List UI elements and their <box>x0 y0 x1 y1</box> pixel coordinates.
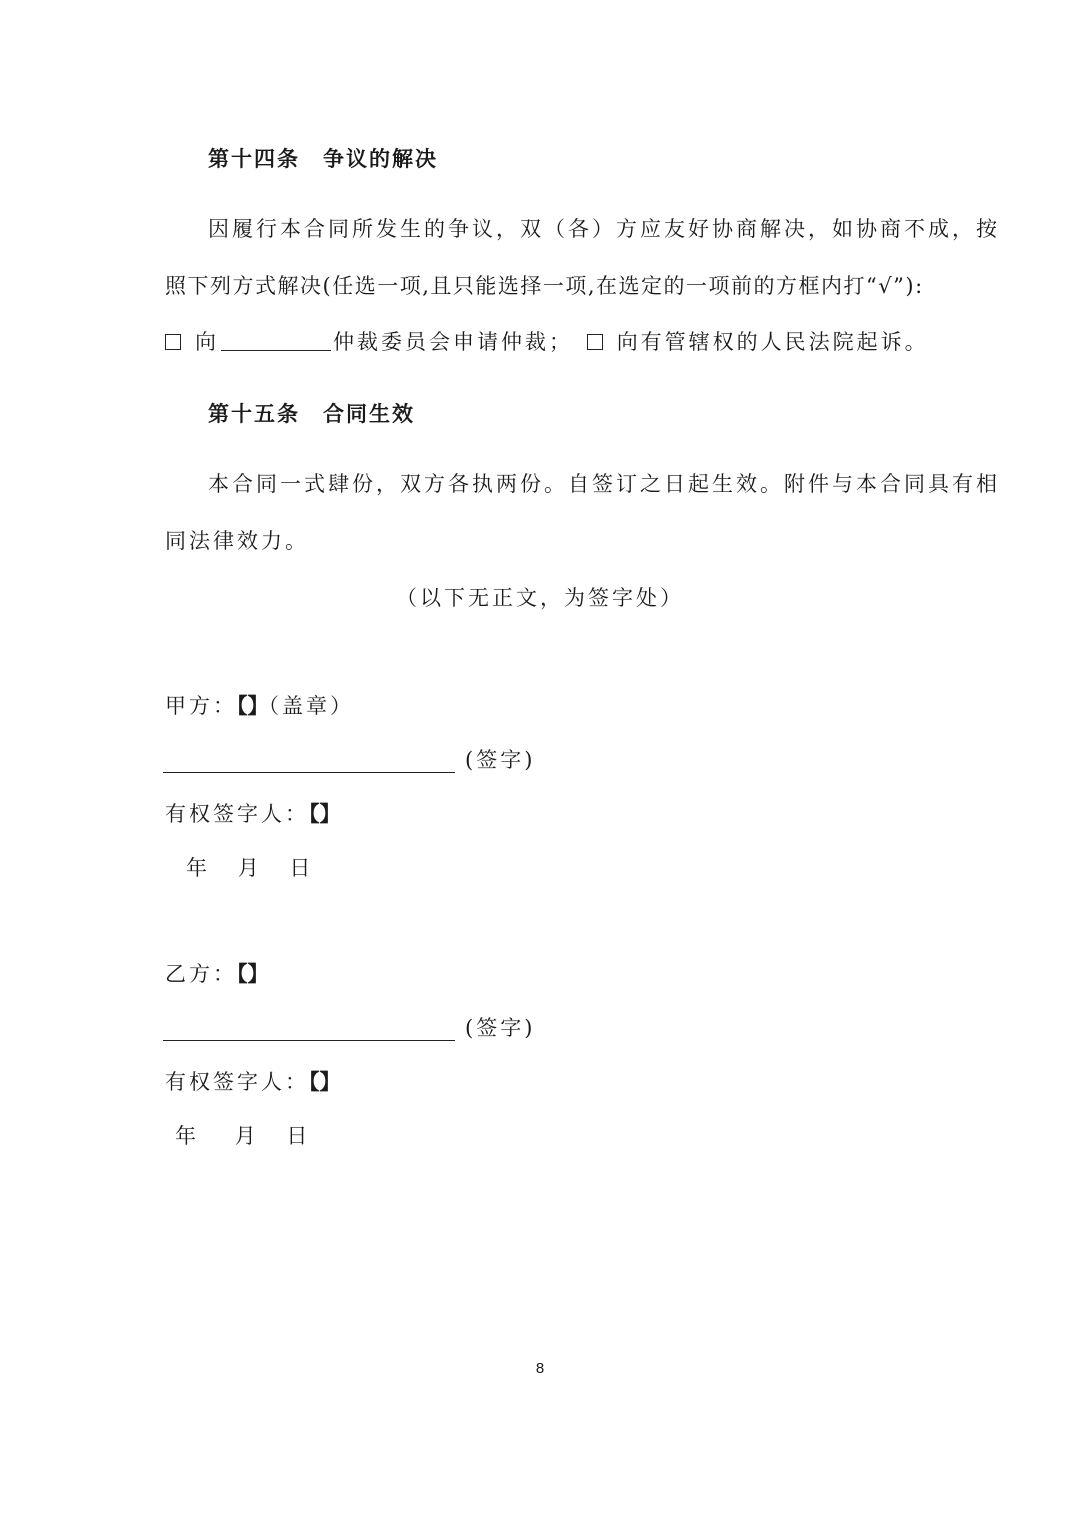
party-a-signatory-line <box>165 798 341 830</box>
article-14-heading: 第十四条 争议的解决 <box>208 146 438 171</box>
party-b-label: 乙方： <box>165 962 237 986</box>
article-15-paragraph-line-1: 本合同一式肆份，双方各执两份。自签订之日起生效。附件与本合同具有相 <box>208 472 1000 496</box>
arbitration-commission-blank[interactable] <box>221 328 331 351</box>
court-checkbox[interactable] <box>587 334 603 350</box>
party-a-date-line <box>186 852 313 884</box>
party-a-date-month: 月 <box>237 856 262 880</box>
party-b-signatory-line <box>165 1066 341 1098</box>
party-b-date-line <box>175 1120 310 1152</box>
article-14-paragraph-line-1: 因履行本合同所发生的争议，双（各）方应友好协商解决，如协商不成，按 <box>208 217 1000 241</box>
party-b-sign-label: (签字) <box>465 1016 536 1040</box>
party-a-signatory-label: 有权签字人： <box>165 802 309 826</box>
party-a-signature-field[interactable] <box>163 748 455 773</box>
party-a-date-year: 年 <box>186 856 210 880</box>
party-b-signature-field[interactable] <box>163 1016 455 1041</box>
no-further-text-note: （以下无正文，为签字处） <box>396 586 684 610</box>
article-15-heading: 第十五条 合同生效 <box>208 401 415 426</box>
party-a-signatory-bracket: 【】 <box>309 801 341 826</box>
party-b-signatory-bracket: 【】 <box>309 1069 341 1094</box>
party-b-date-year: 年 <box>175 1124 199 1148</box>
party-b-signatory-label: 有权签字人： <box>165 1070 309 1094</box>
page-number: 8 <box>535 1360 545 1377</box>
dispute-options-line <box>165 326 929 358</box>
article-15-paragraph-line-2: 同法律效力。 <box>165 529 309 553</box>
party-a-date-day: 日 <box>289 856 314 880</box>
arbitration-checkbox[interactable] <box>165 334 181 350</box>
party-a-bracket: 【】 <box>237 693 269 718</box>
party-a-sign-label: (签字) <box>465 748 536 772</box>
article-14-paragraph-line-2: 照下列方式解决(任选一项,且只能选择一项,在选定的一项前的方框内打“√”): <box>165 274 924 298</box>
party-b-date-month: 月 <box>234 1124 259 1148</box>
party-a-signature-line <box>163 744 535 776</box>
party-a-line <box>165 690 354 722</box>
court-option-text: 向有管辖权的人民法院起诉。 <box>616 330 929 354</box>
party-b-line <box>165 958 269 990</box>
party-b-date-day: 日 <box>286 1124 311 1148</box>
arbitration-suffix: 仲裁委员会申请仲裁； <box>333 330 573 354</box>
party-b-bracket: 【】 <box>237 961 269 986</box>
arbitration-prefix: 向 <box>195 330 219 354</box>
party-a-label: 甲方： <box>165 694 237 718</box>
party-b-signature-line <box>163 1012 535 1044</box>
party-a-seal: （盖章） <box>268 694 354 718</box>
